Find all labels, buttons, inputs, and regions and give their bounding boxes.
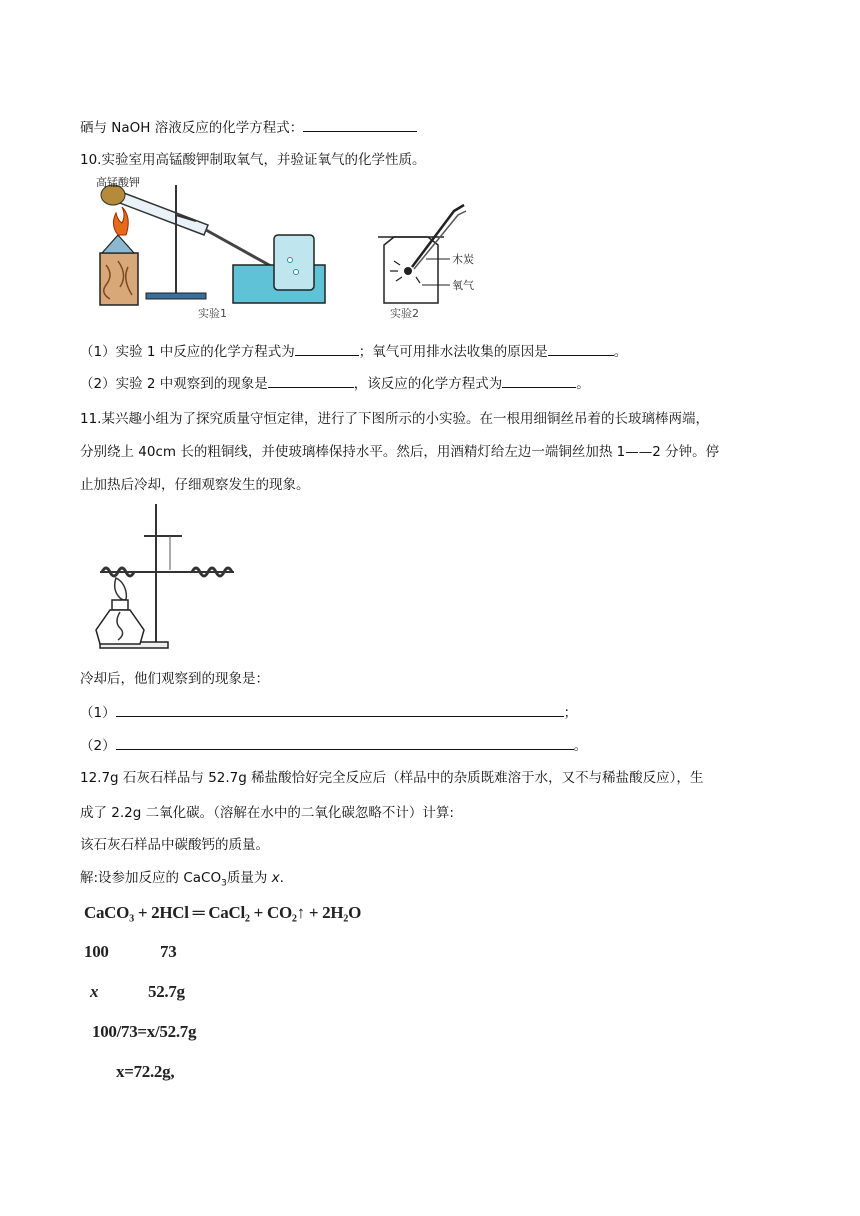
q11-item2-end: 。 (573, 738, 588, 754)
q12-equation: CaCO₃ + 2HCl ═ CaCl₂ + CO₂↑ + 2H₂O (84, 903, 362, 922)
flame-icon (113, 207, 128, 235)
q12-solution-var: x (271, 870, 280, 886)
q12-proportion: 100/73=x/52.7g (92, 1022, 197, 1041)
q10-figure (88, 175, 508, 320)
q9-answer-blank[interactable] (303, 117, 417, 132)
q10-sub2 (80, 372, 590, 392)
charcoal-icon (404, 267, 412, 275)
q12-ratio-a1: 100 (84, 942, 109, 961)
q11-stem-1: 11.某兴趣小组为了探究质量守恒定律，进行了下图所示的小实验。在一根用细铜丝吊着的长玻璃棒两端， (80, 411, 709, 427)
q10-sub2-blank2[interactable] (502, 373, 576, 388)
q10-sub1-blank1[interactable] (295, 341, 359, 356)
q11-figure (94, 500, 244, 652)
label-oxygen: 氧气 (452, 279, 474, 292)
q10-sub2-end: 。 (576, 376, 590, 392)
q12-stem-1: 12.7g 石灰石样品与 52.7g 稀盐酸恰好完全反应后（样品中的杂质既难溶于水，又不与稀盐酸反应），生 (80, 770, 704, 786)
q10-sub2-text-a: （2）实验 2 中观察到的现象是 (80, 376, 268, 392)
q11-item1-blank[interactable] (116, 702, 564, 717)
q11-item2 (80, 734, 587, 754)
wood-block-icon (100, 253, 138, 305)
q12-ratio-b2: 52.7g (148, 982, 185, 1001)
q12-solution-prefix: 解:设参加反应的 CaCO (80, 870, 222, 886)
q11-stem-3: 止加热后冷却，仔细观察发生的现象。 (80, 477, 310, 493)
q12-solution-sub: 3 (221, 878, 227, 889)
q11-item1 (80, 701, 577, 721)
q10-sub1 (80, 340, 627, 360)
q10-sub1-text-a: （1）实验 1 中反应的化学方程式为 (80, 344, 295, 360)
q10-sub2-blank1[interactable] (268, 373, 354, 388)
q12-question: 该石灰石样品中碳酸钙的质量。 (80, 837, 269, 853)
q11-item2-label: （2） (80, 738, 116, 754)
q10-sub1-text-b: ；氧气可用排水法收集的原因是 (358, 344, 548, 360)
label-kmno4: 高锰酸钾 (96, 176, 140, 189)
q12-ratio-b1: x (90, 982, 99, 1001)
label-exp2: 实验2 (390, 307, 419, 320)
q12-solution-mid: 质量为 (226, 870, 272, 886)
q10-sub2-text-b: ，该反应的化学方程式为 (353, 376, 503, 392)
q11-after: 冷却后，他们观察到的现象是： (80, 671, 269, 687)
q11-item1-label: （1） (80, 705, 116, 721)
q11-item1-end: ； (563, 705, 578, 721)
label-charcoal: 木炭 (452, 253, 474, 266)
q10-stem: 10.实验室用高锰酸钾制取氧气，并验证氧气的化学性质。 (80, 152, 426, 168)
q12-solution (80, 866, 284, 889)
q10-sub1-blank2[interactable] (548, 341, 614, 356)
q11-stem-2: 分别绕上 40cm 长的粗铜线，并使玻璃棒保持水平。然后，用酒精灯给左边一端铜丝加热 1——2 分钟。停 (80, 444, 720, 460)
q12-solution-end: . (279, 870, 284, 886)
q12-ratio-a2: 73 (160, 942, 177, 961)
q9-text: 硒与 NaOH 溶液反应的化学方程式： (80, 120, 304, 136)
gas-bottle-icon (274, 235, 314, 290)
q11-item2-blank[interactable] (116, 735, 574, 750)
q12-result: x=72.2g, (116, 1062, 175, 1081)
q12-stem-2: 成了 2.2g 二氧化碳。（溶解在水中的二氧化碳忽略不计）计算: (80, 805, 454, 821)
label-exp1: 实验1 (198, 307, 227, 320)
q10-sub1-end: 。 (613, 344, 628, 360)
q9-line (80, 116, 417, 136)
